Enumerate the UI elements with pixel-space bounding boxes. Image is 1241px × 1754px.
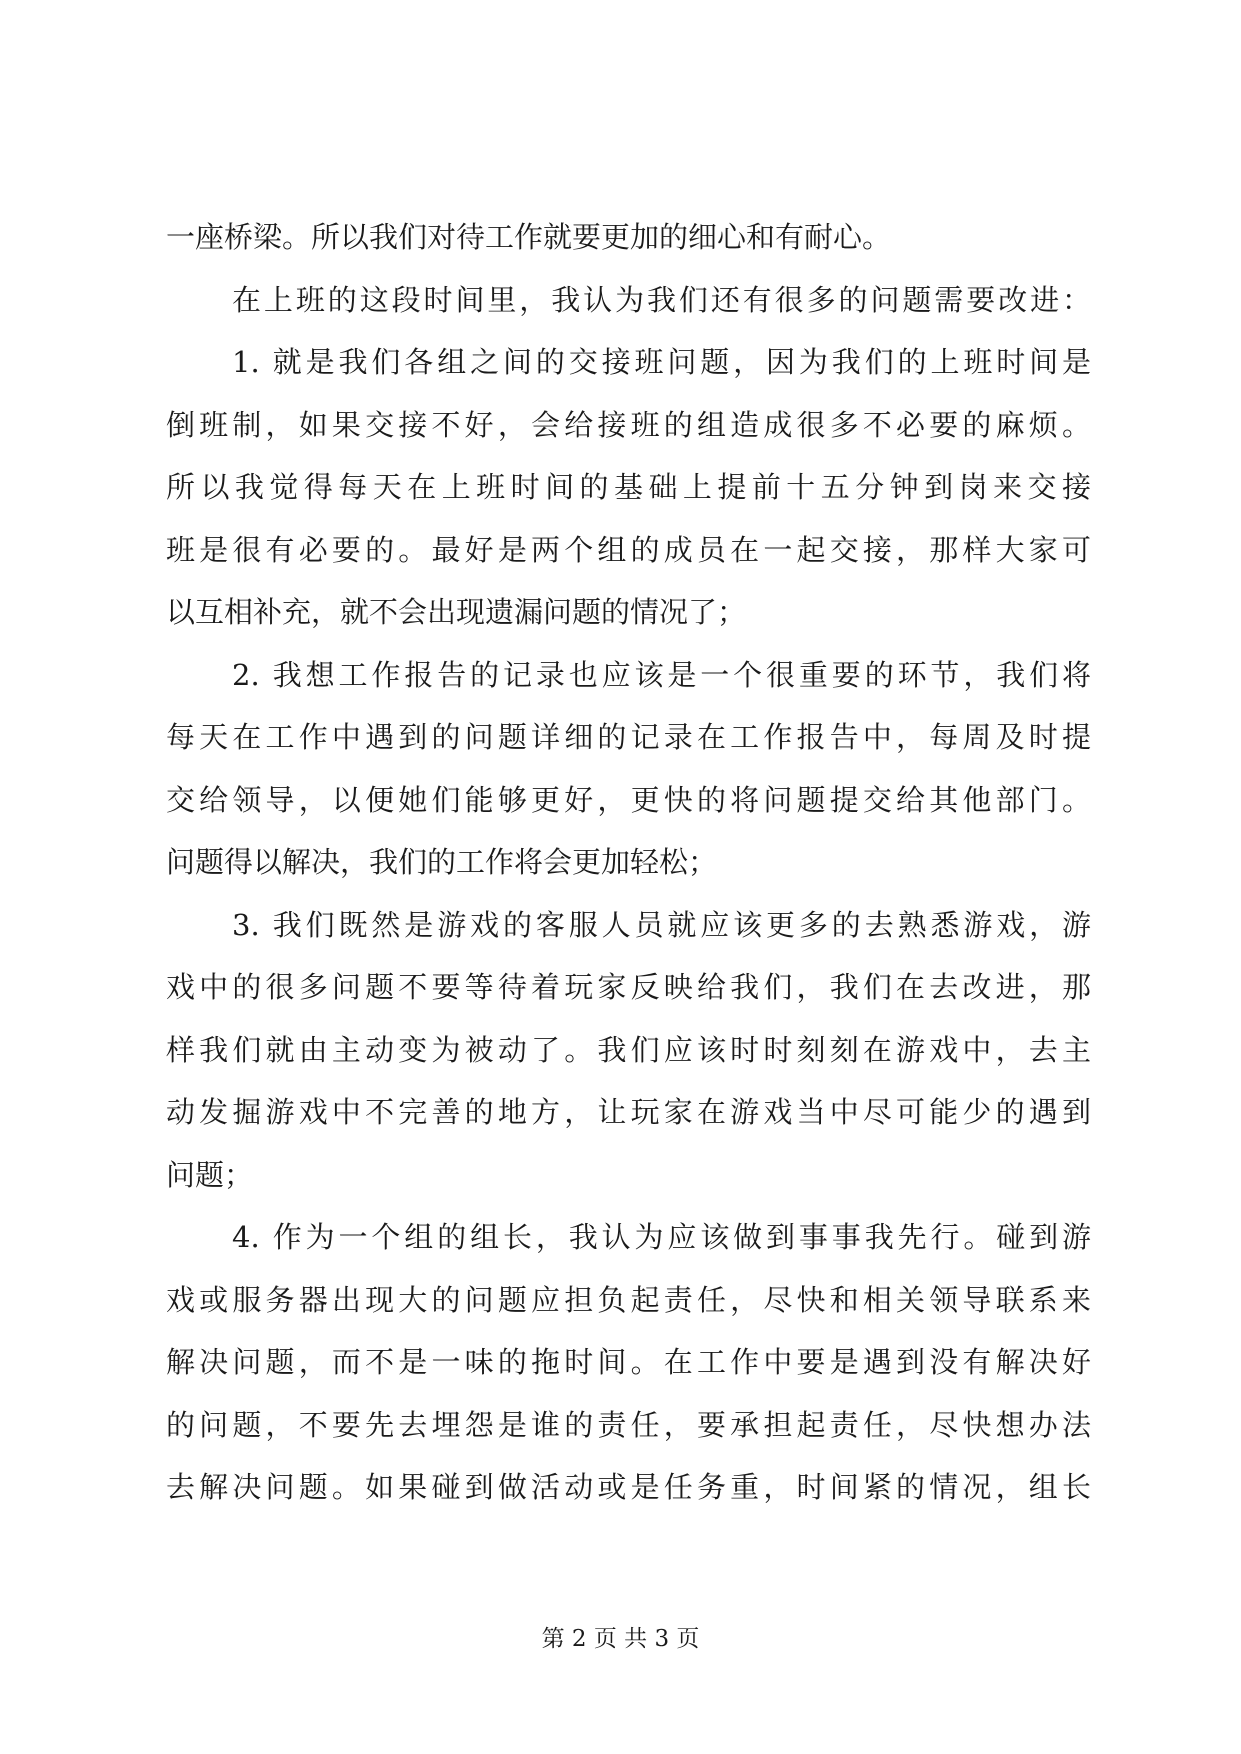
text-line: 以互相补充，就不会出现遗漏问题的情况了；: [166, 595, 747, 629]
text-line: 倒班制，如果交接不好，会给接班的组造成很多不必要的麻烦。: [166, 407, 1091, 442]
text-line: 的问题，不要先去埋怨是谁的责任，要承担起责任，尽快想办法: [166, 1407, 1091, 1442]
text-line: 去解决问题。如果碰到做活动或是任务重，时间紧的情况，组长: [166, 1470, 1091, 1504]
page-indicator: 第 2 页 共 3 页: [541, 1626, 700, 1652]
text-line: 1. 就是我们各组之间的交接班问题，因为我们的上班时间是: [232, 345, 1091, 379]
text-line: 解决问题，而不是一味的拖时间。在工作中要是遇到没有解决好: [166, 1345, 1091, 1379]
text-line: 交给领导，以便她们能够更好，更快的将问题提交给其他部门。: [166, 782, 1091, 817]
text-line: 戏中的很多问题不要等待着玩家反映给我们，我们在去改进，那: [166, 970, 1091, 1004]
text-line: 班是很有必要的。最好是两个组的成员在一起交接，那样大家可: [166, 532, 1091, 567]
text-line: 动发掘游戏中不完善的地方，让玩家在游戏当中尽可能少的遇到: [166, 1095, 1091, 1129]
text-line: 2. 我想工作报告的记录也应该是一个很重要的环节，我们将: [232, 657, 1091, 692]
page-footer: [0, 1624, 1241, 1654]
text-line: 问题；: [166, 1157, 254, 1192]
text-line: 在上班的这段时间里，我认为我们还有很多的问题需要改进：: [232, 282, 1091, 317]
text-line: 戏或服务器出现大的问题应担负起责任，尽快和相关领导联系来: [166, 1282, 1091, 1317]
text-line: 问题得以解决，我们的工作将会更加轻松；: [166, 845, 718, 879]
text-line: 样我们就由主动变为被动了。我们应该时时刻刻在游戏中，去主: [166, 1032, 1091, 1067]
text-line: 3. 我们既然是游戏的客服人员就应该更多的去熟悉游戏，游: [232, 907, 1091, 942]
text-line: 一座桥梁。所以我们对待工作就要更加的细心和有耐心。: [166, 220, 892, 254]
document-body: [166, 206, 1091, 1519]
text-line: 所以我觉得每天在上班时间的基础上提前十五分钟到岗来交接: [166, 470, 1091, 504]
text-line: 4. 作为一个组的组长，我认为应该做到事事我先行。碰到游: [232, 1220, 1091, 1254]
text-line: 每天在工作中遇到的问题详细的记录在工作报告中，每周及时提: [166, 720, 1091, 754]
